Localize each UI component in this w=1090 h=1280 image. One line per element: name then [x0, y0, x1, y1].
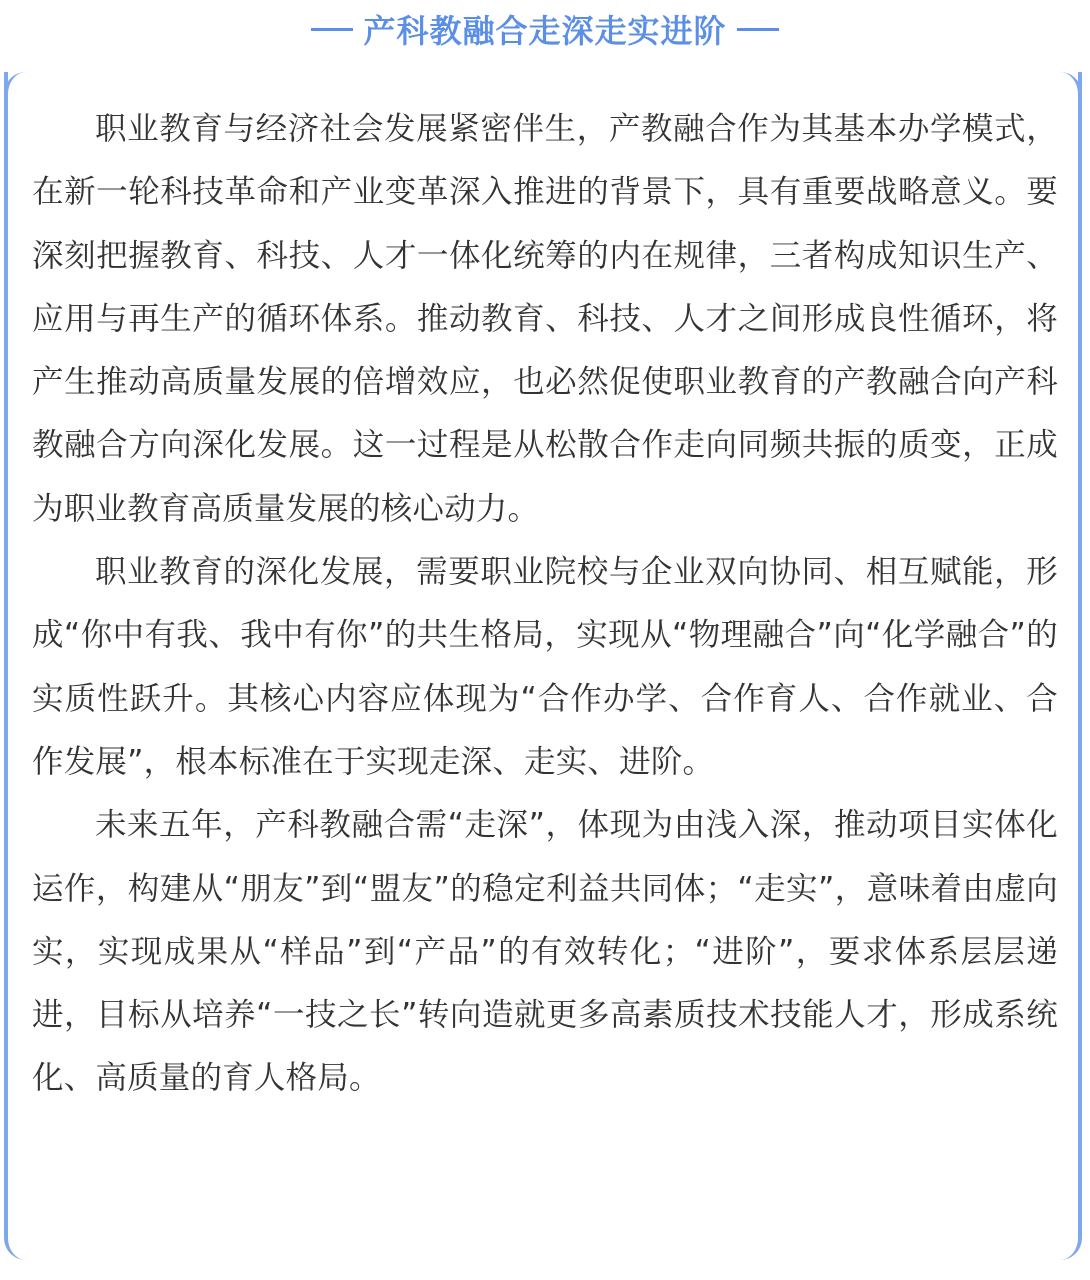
heading-right-dash [737, 28, 779, 31]
section-heading [0, 6, 1090, 52]
paragraph: 未来五年，产科教融合需“走深”，体现为由浅入深，推动项目实体化运作，构建从“朋友”到“盟友”的稳定利益共同体；“走实”，意味着由虚向实，实现成果从“样品”到“产品”的有效转化；“进阶”，要求体系层层递进，目标从培养“一技之长”转向造就更多高素质技术技能人才，形成系统化、高质量的育人格局。 [32, 807, 1058, 1097]
paragraph: 职业教育的深化发展，需要职业院校与企业双向协同、相互赋能，形成“你中有我、我中有你”的共生格局，实现从“物理融合”向“化学融合”的实质性跃升。其核心内容应体现为“合作办学、合作育人、合作就业、合作发展”，根本标准在于实现走深、走实、进阶。 [32, 554, 1058, 780]
section-title: 产科教融合走深走实进阶 [363, 12, 727, 50]
article-body [32, 98, 1058, 1111]
heading-left-dash [311, 28, 353, 31]
paragraph: 职业教育与经济社会发展紧密伴生，产教融合作为其基本办学模式，在新一轮科技革命和产业变革深入推进的背景下，具有重要战略意义。要深刻把握教育、科技、人才一体化统筹的内在规律，三者构成知识生产、应用与再生产的循环体系。推动教育、科技、人才之间形成良性循环，将产生推动高质量发展的倍增效应，也必然促使职业教育的产教融合向产科教融合方向深化发展。这一过程是从松散合作走向同频共振的质变，正成为职业教育高质量发展的核心动力。 [32, 111, 1058, 527]
